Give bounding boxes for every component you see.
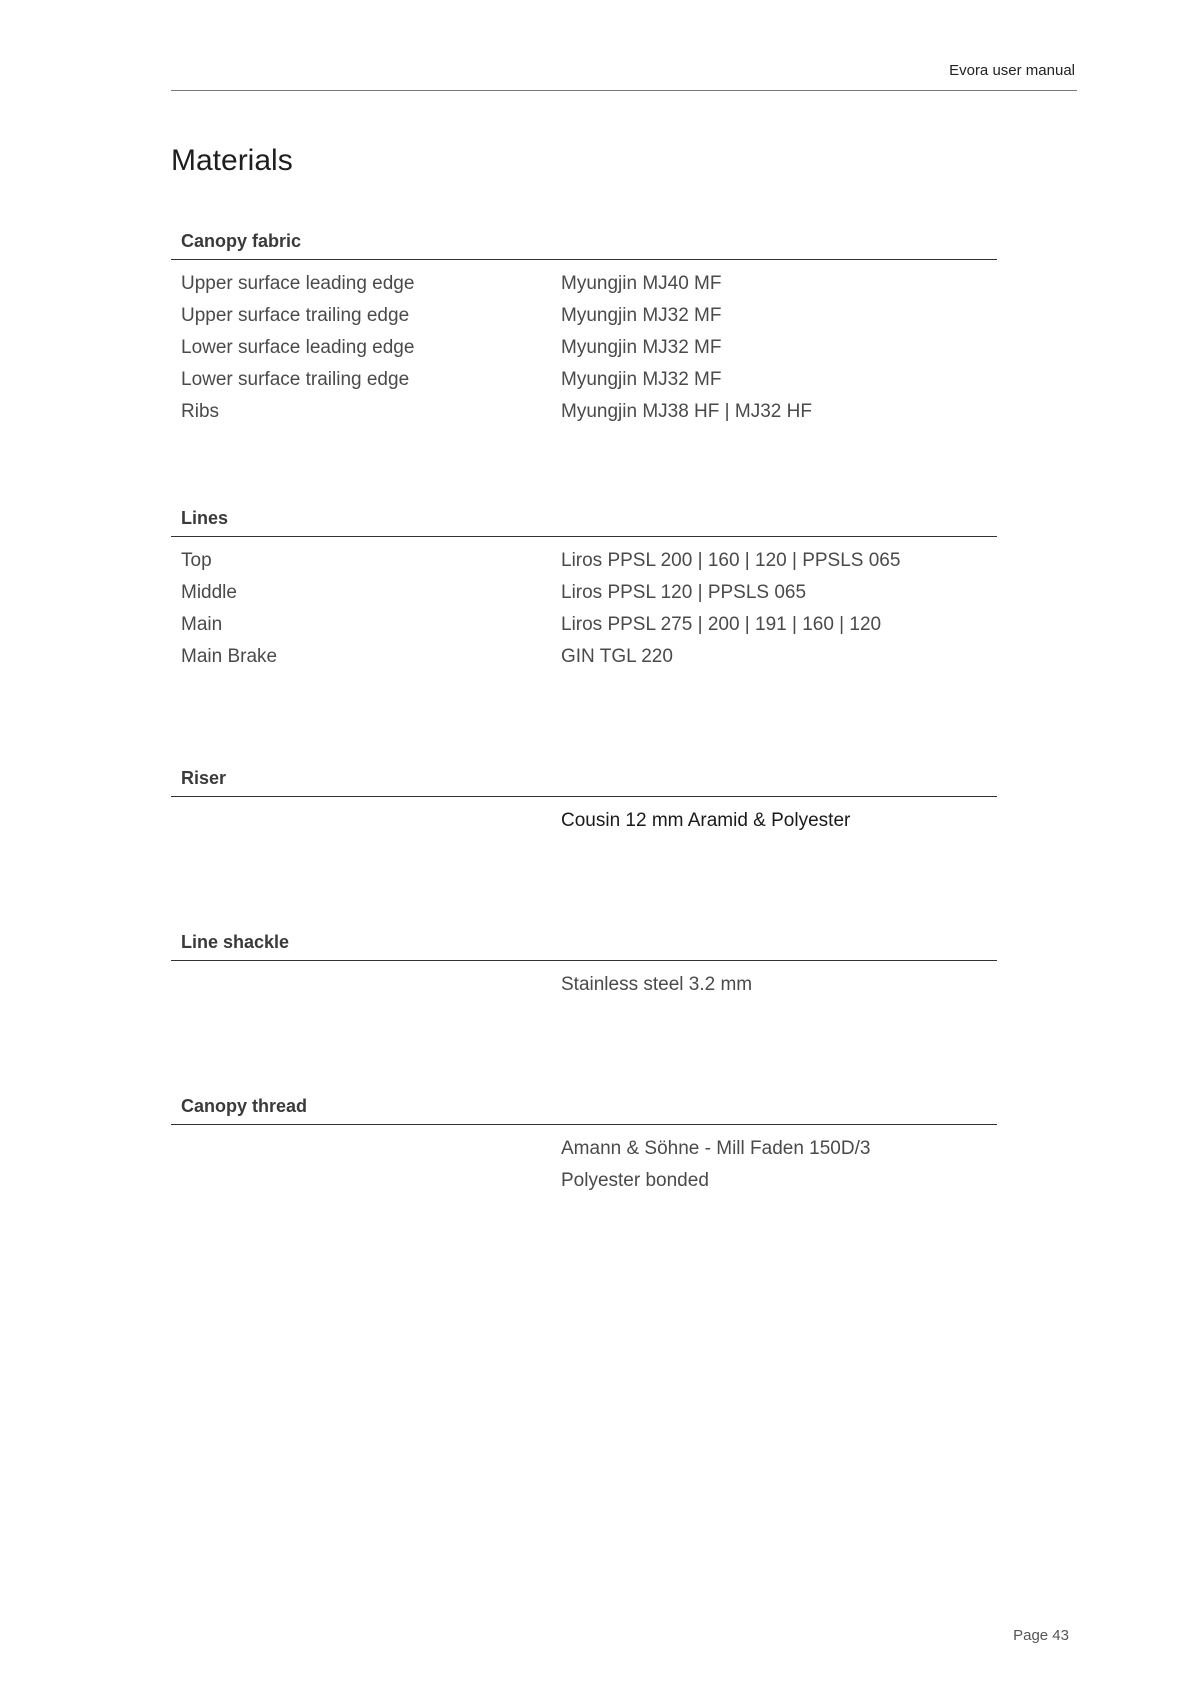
spec-table	[171, 537, 997, 678]
spec-row	[171, 1170, 997, 1202]
spec-label	[171, 810, 561, 842]
spec-label	[171, 974, 561, 1006]
spec-value: Liros PPSL 275 | 200 | 191 | 160 | 120	[561, 614, 882, 635]
spec-label: Lower surface trailing edge	[181, 369, 410, 390]
page-number: Page 43	[1013, 1627, 1069, 1644]
spec-value: Myungjin MJ32 MF	[561, 305, 722, 326]
section-heading: Line shackle	[181, 932, 290, 952]
spec-value: Liros PPSL 120 | PPSLS 065	[561, 582, 807, 603]
spec-label: Top	[181, 550, 212, 571]
section-canopy-fabric	[171, 229, 997, 433]
spec-value: Cousin 12 mm Aramid & Polyester	[561, 810, 851, 831]
spec-row	[171, 974, 997, 1006]
section-canopy-thread	[171, 1094, 997, 1202]
spec-value: Myungjin MJ32 MF	[561, 369, 722, 390]
section-heading: Canopy thread	[181, 1096, 308, 1116]
spec-table	[171, 797, 997, 842]
spec-row	[171, 273, 997, 305]
spec-label: Upper surface trailing edge	[181, 305, 410, 326]
spec-row	[171, 1138, 997, 1170]
spec-row	[171, 550, 997, 582]
section-heading: Riser	[181, 768, 227, 788]
section-lines	[171, 506, 997, 678]
spec-row	[171, 810, 997, 842]
spec-row	[171, 646, 997, 678]
spec-value: Myungjin MJ38 HF | MJ32 HF	[561, 401, 812, 422]
section-heading: Canopy fabric	[181, 231, 302, 251]
spec-table	[171, 1125, 997, 1202]
spec-value: Stainless steel 3.2 mm	[561, 974, 753, 995]
spec-label: Main Brake	[181, 646, 278, 667]
section-riser	[171, 766, 997, 842]
spec-label: Ribs	[181, 401, 220, 422]
spec-table	[171, 260, 997, 433]
spec-value: Liros PPSL 200 | 160 | 120 | PPSLS 065	[561, 550, 901, 571]
spec-row	[171, 305, 997, 337]
spec-label: Upper surface leading edge	[181, 273, 415, 294]
spec-label: Middle	[181, 582, 237, 603]
manual-title: Evora user manual	[949, 62, 1075, 79]
spec-row	[171, 582, 997, 614]
spec-value: Myungjin MJ40 MF	[561, 273, 722, 294]
page-title: Materials	[171, 144, 293, 177]
spec-value: Amann & Söhne - Mill Faden 150D/3	[561, 1138, 871, 1159]
spec-value: Myungjin MJ32 MF	[561, 337, 722, 358]
spec-label: Lower surface leading edge	[181, 337, 415, 358]
spec-row	[171, 614, 997, 646]
section-line-shackle	[171, 930, 997, 1006]
header-divider	[171, 90, 1077, 91]
spec-value: GIN TGL 220	[561, 646, 673, 667]
spec-row	[171, 401, 997, 433]
spec-label	[171, 1170, 561, 1202]
spec-table	[171, 961, 997, 1006]
spec-label	[171, 1138, 561, 1170]
spec-row	[171, 337, 997, 369]
spec-label: Main	[181, 614, 223, 635]
spec-row	[171, 369, 997, 401]
section-heading: Lines	[181, 508, 229, 528]
spec-value: Polyester bonded	[561, 1170, 709, 1191]
